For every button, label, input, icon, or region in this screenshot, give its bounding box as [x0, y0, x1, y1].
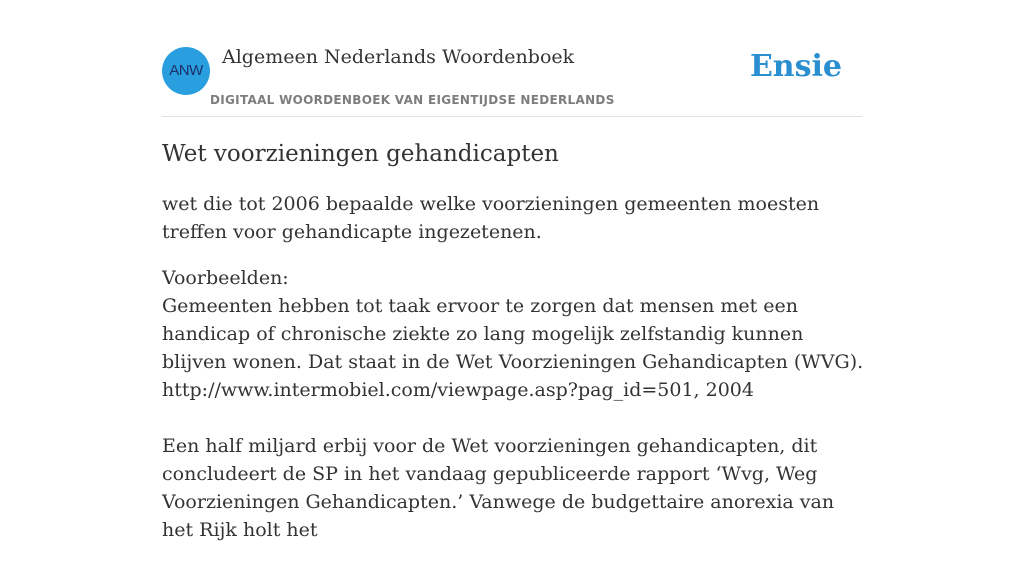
site-subtitle: DIGITAAL WOORDENBOEK VAN EIGENTIJDSE NEDERLANDS: [210, 93, 615, 107]
ensie-brand-logo[interactable]: Ensie: [749, 49, 842, 84]
entry-title: Wet voorzieningen gehandicapten: [162, 141, 559, 167]
site-header: [162, 40, 862, 117]
entry-definition: wet die tot 2006 bepaalde welke voorzieningen gemeenten moesten treffen voor gehandicapte ingezetenen.: [162, 193, 820, 243]
anw-logo[interactable]: ANW: [162, 47, 210, 95]
examples-section: [162, 264, 867, 544]
entry-content: [162, 138, 867, 572]
examples-label: Voorbeelden:: [162, 267, 289, 289]
example-text: Een half miljard erbij voor de Wet voorzieningen gehandicapten, dit concludeert de SP in het vandaag gepubliceerde rapport ‘Wvg, Weg Voorzieningen Gehandicapten.’ Vanwege de budgettaire anorexia van het Rijk holt het: [162, 435, 835, 541]
example-text: Gemeenten hebben tot taak ervoor te zorgen dat mensen met een handicap of chronische ziekte zo lang mogelijk zelfstandig kunnen blijven wonen. Dat staat in de Wet Voorzieningen Gehandicapten (WVG).: [162, 295, 864, 373]
site-title[interactable]: Algemeen Nederlands Woordenboek: [222, 46, 575, 68]
example-item: [162, 292, 867, 404]
example-item: [162, 432, 867, 544]
example-source: http://www.intermobiel.com/viewpage.asp?pag_id=501, 2004: [162, 379, 754, 401]
